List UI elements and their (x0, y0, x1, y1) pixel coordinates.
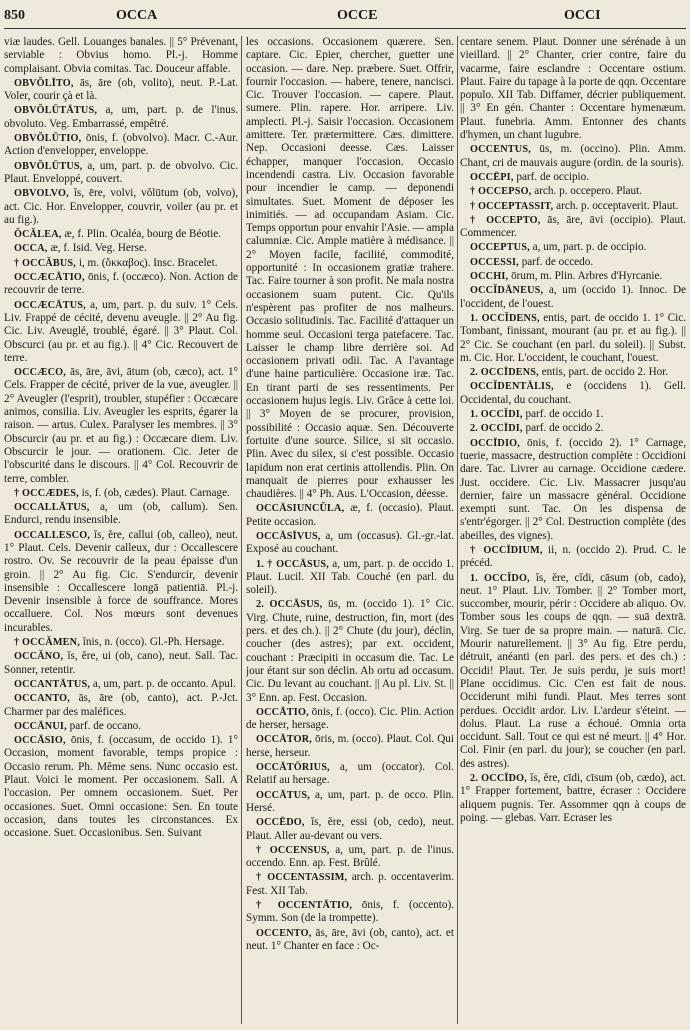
column-separator-2 (457, 36, 458, 1024)
entry-headword: OCCĀTOR, (256, 734, 313, 746)
entry-definition: ūs, m. (occino). Plin. Amm. Chant, cri de mauvais augure (ordin. de la souris). (460, 143, 686, 169)
dictionary-entry (4, 160, 238, 187)
entry-headword: OCCĬDENTĀLIS, (470, 381, 554, 393)
entry-definition: is, f. (ob, cædes). Plaut. Carnage. (81, 486, 230, 499)
entry-definition: parf. de occipio. (516, 170, 590, 183)
dictionary-entry (460, 312, 686, 365)
entry-definition: arch. p. occentaverim. Fest. XII Tab. (246, 871, 454, 897)
dictionary-entry (460, 437, 686, 543)
dictionary-entry (246, 844, 454, 871)
entry-headword: OCCALLESCO, (14, 529, 91, 541)
entry-headword: OCCÆCĀTIO, (14, 272, 85, 284)
entry-definition: parf. de occido 2. (525, 422, 604, 435)
entry-definition: ĭs, ĕre, cĭdi, cāsum (ob, cado), neut. 1° Plaut. Liv. Tomber. || 2° Tomber mort, succomber, mourir, périr : Occidere ab aliquo. Ov. Tomber sous les coups de qqn. — suā dextrā. Virg. Se tuer de sa propre main. — naturā. Cic. Mourir naturellement. || 3° Au fig. Etre perdu, détruit, anéanti (en parl. des pers. et des ch.) : Occidi! Plaut. Ter. Je suis perdu, je suis mort! Plane occidimus. Cic. C'en est fait de nous. Occiderunt mihi fundi. Plaut. Mes terres sont perdues. Occidit ardor. Liv. L'ardeur s'éteint. — dolus. Plaut. La ruse a échoué. Omnia orta occidunt. Sall. Tout ce qui est né meurt. || 4° Hor. Col. Finir (en parl. du jour); se coucher (en parl. des astres). (460, 571, 686, 770)
entry-definition: ās, āre (ob, canto), act. P.-Jct. Charmer par des maléfices. (4, 692, 238, 718)
dictionary-entry (4, 678, 238, 691)
dictionary-entry (246, 558, 454, 598)
dictionary-entry (4, 734, 238, 840)
dictionary-entry (460, 214, 686, 241)
dictionary-entry (246, 927, 454, 954)
entry-headword: OCCENTUS, (470, 144, 531, 156)
entry-definition: ās, āre (ob, volito), neut. P.-Lat. Voler, courir çà et là. (4, 76, 238, 103)
entry-headword: OCCHI, (470, 271, 509, 283)
entry-definition: æ, f. (occasio). Plaut. Petite occasion. (246, 502, 454, 528)
dictionary-entry (460, 366, 686, 379)
entry-definition: ās, āre, āvi (occipio). Plaut. Commencer. (460, 213, 686, 240)
entry-definition: ōnis, f. (occo). Cic. Plin. Action de herser, hersage. (246, 705, 454, 732)
entry-headword: OCCĀTUS, (256, 789, 310, 801)
entry-headword: OCCEPTUS, (470, 242, 530, 254)
entry-definition: parf. de occano. (69, 719, 142, 732)
entry-headword: 2. OCCĀSUS, (256, 599, 323, 611)
entry-headword: † OCCĂBUS, (14, 257, 77, 269)
column-1 (4, 36, 238, 1024)
entry-definition: ii, n. (occido 2). Prud. C. le précéd. (460, 543, 686, 570)
entry-definition: entis, part. de occido 1. 1° Cic. Tombant, finissant, mourant (au pr. et au fig.). || 2° Cic. Se couchant (en parl. du soleil). || Subst. m. Cic. Hor. L'occident, le couchant, l'ouest. (460, 311, 686, 364)
entry-headword: 1. † OCCĀSUS, (256, 558, 330, 570)
entry-headword: OCCENTO, (256, 927, 312, 939)
dictionary-entry (460, 241, 686, 254)
entry-definition: ĭs, ĕre, essi (ob, cedo), neut. Plaut. Aller au-devant ou vers. (246, 816, 454, 842)
entry-headword: OCCA, (14, 243, 48, 255)
entry-headword: 1. OCCĬDENS, (470, 312, 540, 324)
entry-headword: OCCĬDĀNEUS, (470, 285, 544, 297)
entry-definition: ōnis, f. (occasum, de occido 1). 1° Occasion, moment favorable, temps propice : Occasio rerum. Ph. Même sens. Nunc occasio est. Plaut. Voici le moment. Per occasionem. Sall. A l'occasion. Per omnem occasionem. Suet. Per occasiones. Suet. Omni occasione: Sen. En toute occasion, dans toutes les circonstances. Ex occasione. Suet. Occasionibus. Sen. Suivant (4, 734, 238, 840)
entry-headword: 2. OCCĪDO, (470, 773, 528, 785)
entry-headword: OCCĀTIO, (256, 706, 309, 718)
dictionary-entry (460, 772, 686, 825)
entry-headword: OCCĀSIO, (14, 735, 66, 747)
entry-headword: ŎCĂLEA, (14, 229, 62, 241)
entry-definition: a, um, part. p. de obvolvo. Cic. Plaut. Enveloppé, couvert. (4, 159, 238, 185)
dictionary-entry (4, 271, 238, 298)
entry-definition: ōnis, f. (occido 2). 1° Carnage, tuerie, massacre, destruction complète : Occidioni dare. Tac. Livrer au carnage. Occidione cædere. Just. occidere. Cic. Liv. Massacrer jusqu'au dernier, faire un massacre général. Occidione exempti sunt. Tac. On les dispensa de s'entr'égorger. || 2° Col. Destruction complète (des abeilles, des vignes). (460, 436, 686, 542)
column-2 (246, 36, 454, 1024)
entry-definition: a, um, part. p. du suiv. 1° Cels. Liv. Frappé de cécité, devenu aveugle. || 2° Au fig. Cic. Liv. Aveuglé, troublé, égaré. || 3° Plaut. Col. Obscurci (au pr. et au fig.). || 4° Cic. Recouvert de terre. (4, 298, 238, 364)
entry-definition: a, um (occator). Col. Relatif au hersage. (246, 761, 454, 787)
entry-headword: † OCCENTASSIM, (256, 872, 348, 884)
entry-headword: OCCÆCO, (14, 367, 67, 379)
entry-headword: OCCANTĀTUS, (14, 678, 91, 690)
column-separator-1 (241, 36, 242, 1024)
dictionary-entry (460, 544, 686, 571)
dictionary-entry (246, 733, 454, 760)
dictionary-entry (4, 692, 238, 719)
entry-headword: † OCCEPTASSIT, (470, 200, 554, 212)
entry-headword: † OCCEPTO, (470, 214, 541, 226)
entry-headword: 2. OCCĪDENS, (470, 367, 539, 379)
entry-definition: a, um (occido 1). Innoc. De l'occident, de l'ouest. (460, 284, 686, 310)
entry-definition: a, um (ob, callum). Sen. Endurci, rendu insensible. (4, 501, 238, 527)
entry-headword: OCCĀSIUNCŬLA, (256, 503, 345, 515)
entry-definition: arch. p. occepero. Plaut. (534, 185, 643, 198)
entry-definition: ĭs, ĕre, callui (ob, calleo), neut. 1° Plaut. Cels. Devenir calleux, dur : Occallescere rostro. Ov. Se recouvrir de la peau épaisse d'un groin. || 2° Au fig. Cic. S'endurcir, devenir insensible : Occallescere longā patientiā. Pl.-j. Devenir insensible à force de souffrance. Mores occalluere. Col. Nos mœurs sont devenues incurables. (4, 528, 238, 634)
dictionary-entry (4, 242, 238, 255)
guide-word-center: OCCE (337, 8, 378, 23)
entry-definition: centare senem. Plaut. Donner une sérénade à un vieillard. || 2° Chanter, crier contre, faire du vacarme, faire esclandre : Occentare ostium. Plaut. Faire du tapage à la porte de qqn. Occentare populo. XII Tab. Diffamer, décrier publiquement. || 3° En gén. Chanter : Occentare hymenæum. Plaut. funebria. Amm. Entonner des chants d'hymen, un chant lugubre. (460, 36, 686, 142)
entry-definition: a, um, part. p. de l'inus. obvoluto. Veg. Embarrassé, empêtré. (4, 104, 238, 130)
entry-definition: ĭs, ĕre, cīdi, cīsum (ob, cædo), act. 1° Frapper fortement, battre, écraser : Occidere aliquem pugnis. Ter. Assommer qqn à coups de poing. — glebas. Varr. Ecraser les (460, 772, 686, 824)
entry-headword: 2. OCCĪDI, (470, 423, 523, 435)
dictionary-entry (4, 36, 238, 76)
dictionary-entry (4, 366, 238, 486)
dictionary-entry (246, 706, 454, 733)
dictionary-entry (460, 284, 686, 311)
dictionary-entry (460, 380, 686, 407)
entry-definition: ĭs, ēre, volvi, vŏlūtum (ob, volvo), act. Cic. Hor. Envelopper, couvrir, voiler (au pr. et au fig.). (4, 187, 238, 226)
entry-headword: OCCESSI, (470, 256, 519, 268)
entry-headword: † OCCĪDIUM, (470, 544, 543, 556)
entry-headword: OCCĀSĪVUS, (256, 530, 321, 542)
dictionary-entry (460, 200, 686, 213)
entry-definition: ūs, m. (occido 1). 1° Cic. Virg. Chute, ruine, destruction, fin, mort (des pers. et des ch.). || 2° Chute (du jour), déclin, coucher (des astres); par ext. occident, couchant : Præcipiti in occasum die. Tac. Le jour étant sur son déclin. Ab ortu ad occasum. Cic. Du levant au couchant. || Au pl. Liv. St. || 3° Enn. ap. Fest. Occasion. (246, 598, 454, 704)
entry-definition: a, um, part. p. de occipio. (532, 241, 647, 254)
dictionary-entry (4, 529, 238, 635)
dictionary-entry (4, 650, 238, 677)
entry-definition: parf. de occedo. (521, 255, 594, 268)
dictionary-entry (246, 36, 454, 501)
dictionary-entry (246, 502, 454, 529)
entry-definition: entis, part. de occido 2. Hor. (541, 366, 669, 379)
dictionary-entry (4, 257, 238, 270)
dictionary-entry (4, 501, 238, 528)
entry-headword: 1. OCCĬDI, (470, 409, 523, 421)
dictionary-entry (4, 77, 238, 104)
dictionary-entry (246, 871, 454, 898)
entry-headword: OBVŎLŪTUS, (14, 160, 83, 172)
entry-definition: ĭnis, n. (occo). Gl.-Ph. Hersage. (82, 636, 225, 649)
page-header (4, 8, 686, 30)
dictionary-entry (4, 299, 238, 365)
entry-definition: ōnis, f. (obvolvo). Macr. C.-Aur. Action d'envelopper, enveloppe. (4, 132, 238, 158)
entry-headword: OBVŎLŪTIO, (14, 133, 82, 145)
dictionary-entry (460, 270, 686, 283)
entry-headword: OCCANTO, (14, 693, 71, 705)
entry-definition: i, m. (ὄκκαβος). Insc. Bracelet. (78, 256, 218, 269)
entry-headword: OCCĀTŌRIUS, (256, 762, 330, 774)
entry-definition: a, um, part. p. de occanto. Apul. (92, 677, 236, 690)
guide-word-right: OCCI (564, 8, 601, 23)
entry-headword: † OCCENSUS, (256, 844, 330, 856)
dictionary-entry (460, 171, 686, 184)
entry-definition: arch. p. occeptaverit. Plaut. (556, 199, 679, 212)
dictionary-entry (460, 256, 686, 269)
dictionary-entry (460, 408, 686, 421)
entry-definition: ōnis, f. (occento). Symm. Son (de la trompette). (246, 899, 454, 925)
guide-word-left: OCCA (116, 8, 158, 23)
entry-definition: a, um, part. p. de l'inus. occendo. Enn. ap. Fest. Brûlé. (246, 843, 454, 870)
entry-headword: † OCCĂMEN, (14, 637, 80, 649)
dictionary-entry (246, 816, 454, 843)
entry-definition: e (occidens 1). Gell. Occidental, du couchant. (460, 380, 686, 406)
entry-headword: OCCĀNUI, (14, 720, 67, 732)
entry-definition: a, um, part. p. de occo. Plin. Hersé. (246, 788, 454, 814)
dictionary-entry (460, 572, 686, 771)
entry-definition: a, um (occasus). Gl.-gr.-lat. Exposé au couchant. (246, 529, 454, 556)
entry-headword: OCCĒPI, (470, 171, 514, 183)
entry-headword: OCCÆCĀTUS, (14, 299, 86, 311)
dictionary-entry (246, 899, 454, 926)
entry-headword: OBVOLVO, (14, 188, 69, 200)
page-number: 850 (4, 8, 25, 23)
dictionary-entry (460, 36, 686, 142)
entry-definition: æ, f. Isid. Veg. Herse. (50, 242, 147, 255)
entry-definition: ās, āre, āvi (ob, canto), act. et neut. 1° Chanter en face : Oc- (246, 926, 454, 952)
dictionary-entry (4, 487, 238, 500)
entry-headword: 1. OCCĬDO, (470, 572, 530, 584)
entry-definition: ās, āre, āvi, ātum (ob, cæco), act. 1° Cels. Frapper de cécité, priver de la vue, aveugler. || 2° Aveugler (l'esprit), troubler, stupéfier : Occæcare animos, consilia. Liv. Aveugler les esprits, égarer la raison. — artus. Culex. Paralyser les membres. || 3° Obscurcir (au pr. et au fig.) : Occæcare diem. Liv. Obscurcir le jour. — orationem. Cic. Jeter de l'obscurité dans le discours. || 4° Col. Recouvrir de terre, combler. (4, 366, 238, 485)
dictionary-entry (246, 598, 454, 704)
dictionary-entry (460, 143, 686, 170)
dictionary-entry (4, 720, 238, 733)
column-3 (460, 36, 686, 1024)
dictionary-entry (460, 422, 686, 435)
entry-definition: ōrum, m. Plin. Arbres d'Hyrcanie. (511, 270, 663, 283)
dictionary-entry (460, 185, 686, 198)
entry-headword: OCCĪDIO, (470, 437, 520, 449)
entry-definition: a, um, part. p. de occido 1. Plaut. Lucil. XII Tab. Couché (en parl. du soleil). (246, 557, 454, 597)
entry-headword: OCCĒDO, (256, 817, 305, 829)
entry-definition: ōnis, f. (occæco). Non. Action de recouvrir de terre. (4, 271, 238, 297)
dictionary-entry (4, 132, 238, 159)
entry-headword: OBVŎLĪTO, (14, 77, 74, 89)
entry-definition: les occasions. Occasionem quærere. Sen. captare. Cic. Epier, chercher, guetter une occasion. — dare. Nep. præbere. Suet. Offrir, fournir l'occasion. — habere, tenere, nancisci. Cic. Trouver l'occasion. — capere. Plaut. sumere. Plin. rapere. Hor. arripere. Liv. amplecti. Pl.-j. Saisir l'occasion. Occasionem amittere. Ter. prætermittere. Cæs. dimittere. Nep. Occasioni deesse. Cæs. Laisser échapper, manquer l'occasion. Occasio incendendi castra. Liv. Occasion favorable pour incendier le camp. — deponendi simultates. Suet. Moment de déposer les inimitiés. — ad occupandam Asiam. Cic. Temps opportun pour envahir l'Asie. — ampla calumniæ. Cic. Ample matière à médisance. || 2° Moyen facile, facilité, commodité, opportunité : In occasionem gratiæ trahere. Tac. Faire tourner à son profit. Ne mala nostra occasionem suam putent. Cic. Qu'ils n'espèrent pas profiter de nos malheurs. Occasio solitudinis. Tac. Facilité d'attaquer un homme seul. Occasioni terga patefacere. Tac. Laisser le champ libre derrière soi. Ad occasionem privati odii. Tac. A l'avantage d'une haine particulière. Occasione iræ. Tac. En tirant parti de ses ressentiments. Per occasionem hujus legis. Liv. Grâce à cette loi. || 3° Moyen de se procurer, provision, possibilité : Occasio aquæ. Sen. Découverte fortuite d'une source. Silice, si sit occasio. Plin. Avec du silex, si c'est possible. Occasio lapidum non erat certinis attollendis. Plin. On manquait de pierres pour exhausser les chaudières. || 4° Ph. Aus. L'Occasion, déesse. (246, 36, 454, 501)
dictionary-entry (4, 104, 238, 131)
entry-definition: viæ laudes. Gell. Louanges banales. || 5° Prévenant, serviable : Obvius homo. Pl.-j. Homme complaisant. Obvia comitas. Tac. Douceur affable. (4, 36, 238, 75)
entry-definition: æ, f. Plin. Ocaléa, bourg de Béotie. (64, 228, 222, 241)
header-rule (4, 28, 686, 29)
dictionary-entry (4, 636, 238, 649)
entry-definition: parf. de occido 1. (525, 408, 604, 421)
entry-headword: † OCCENTĀTIO, (256, 900, 353, 911)
entry-headword: OCCALLĀTUS, (14, 502, 90, 514)
dictionary-entry (4, 187, 238, 227)
entry-headword: OBVŎLŪTĀTUS, (14, 105, 98, 117)
dictionary-entry (246, 530, 454, 557)
entry-definition: ōris, m. (occo). Plaut. Col. Qui herse, herseur. (246, 733, 454, 759)
dictionary-entry (4, 228, 238, 241)
entry-headword: OCCĂNO, (14, 651, 64, 663)
dictionary-entry (246, 761, 454, 788)
entry-headword: † OCCÆDES, (14, 487, 79, 499)
dictionary-entry (246, 789, 454, 816)
entry-headword: † OCCEPSO, (470, 186, 532, 198)
entry-definition: ĭs, ĕre, ui (ob, cano), neut. Sall. Tac. Sonner, retentir. (4, 650, 238, 676)
